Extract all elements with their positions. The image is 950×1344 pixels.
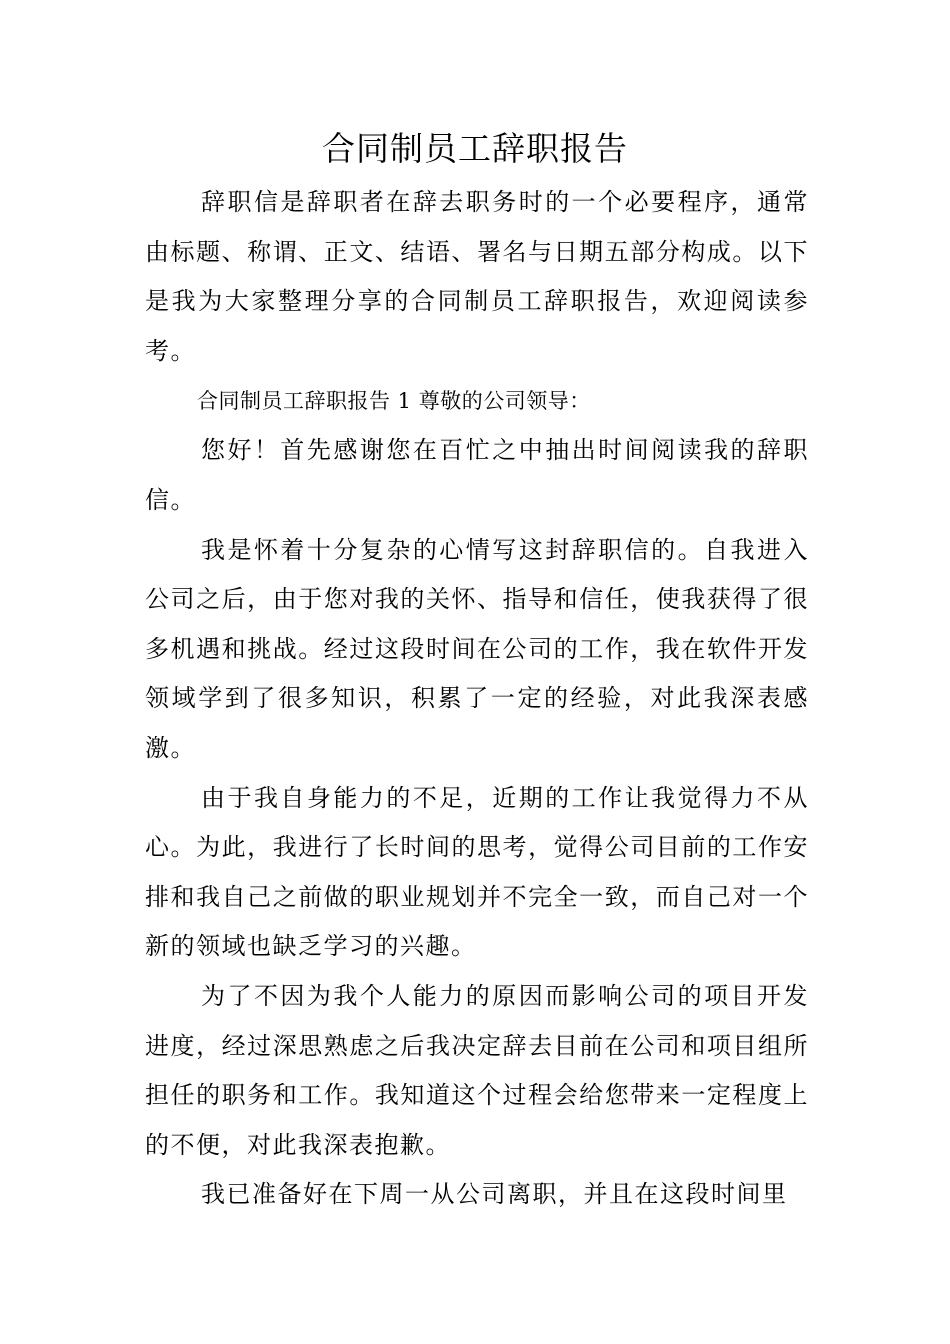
greeting-paragraph: 您好！首先感谢您在百忙之中抽出时间阅读我的辞职信。 <box>145 436 809 514</box>
document-body <box>145 178 809 1220</box>
body-paragraph-4: 我已准备好在下周一从公司离职，并且在这段时间里 <box>201 1180 788 1209</box>
salutation-line: 合同制员工辞职报告 1 尊敬的公司领导： <box>197 389 591 414</box>
document-title: 合同制员工辞职报告 <box>322 129 628 168</box>
intro-paragraph: 辞职信是辞职者在辞去职务时的一个必要程序，通常由标题、称谓、正文、结语、署名与日期五部分构成。以下是我为大家整理分享的合同制员工辞职报告，欢迎阅读参考。 <box>145 188 809 365</box>
body-paragraph-2: 由于我自身能力的不足，近期的工作让我觉得力不从心。为此，我进行了长时间的思考，觉得公司目前的工作安排和我自己之前做的职业规划并不完全一致，而自己对一个新的领域也缺乏学习的兴趣。 <box>145 783 809 961</box>
body-paragraph-1: 我是怀着十分复杂的心情写这封辞职信的。自我进入公司之后，由于您对我的关怀、指导和信任，使我获得了很多机遇和挑战。经过这段时间在公司的工作，我在软件开发领域学到了很多知识，积累了一定的经验，对此我深表感激。 <box>145 535 809 762</box>
body-paragraph-3: 为了不因为我个人能力的原因而影响公司的项目开发进度，经过深思熟虑之后我决定辞去目前在公司和项目组所担任的职务和工作。我知道这个过程会给您带来一定程度上的不便，对此我深表抱歉。 <box>145 981 809 1159</box>
